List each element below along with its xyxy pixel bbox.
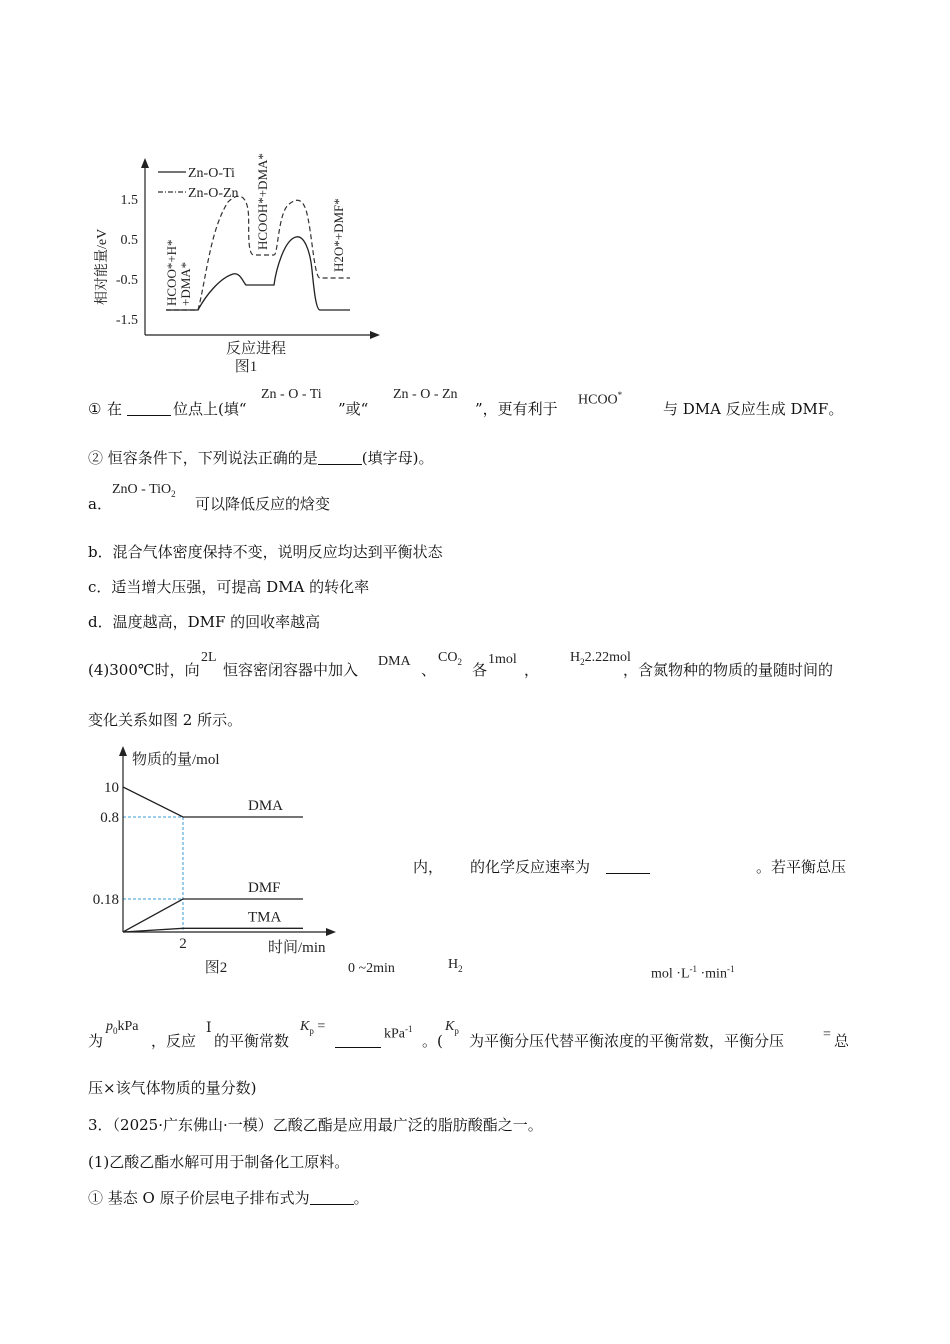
fig1-legend-zn-o-ti: Zn-O-Ti [188,166,235,181]
figure-2-amount-vs-time [88,740,348,980]
fig2-marks [93,780,303,952]
option-c: c．适当增大压强，可提高 DMA 的转化率 [88,578,370,596]
q4c-text-3: 。( [422,1032,443,1050]
q4c-formula-kp2: $K_p$ [445,1019,459,1036]
fig1-legend-zn-o-zn: Zn-O-Zn [188,186,239,201]
q2-stem-tail: (填字母)。 [361,449,434,467]
fig2-xtick-0: 2 [179,936,187,952]
fig1-xlabel: 反应进程 [225,341,287,357]
fig1-ytick-1: 0.5 [120,233,138,248]
q1-text-4: ”，更有利于 [475,400,558,418]
q1-text-5: 与 DMA 反应生成 DMF。 [663,400,844,418]
q4b-formula-unit: mol $\cdot L^{-1} \cdot\min^{-1}$ [651,964,735,982]
fig2-series-label-dma: DMA [248,798,284,814]
q1-text-2: 位点上(填“ [173,400,247,418]
question-3-sub-1: (1)乙酸乙酯水解可用于制备化工原料。 [88,1153,350,1171]
q1-answer-blank[interactable] [127,401,171,416]
question-3-sub-2 [88,1188,369,1208]
q4c-formula-unit: kPa$^{-1}$ [384,1024,413,1042]
fig2-caption: 图2 [204,960,228,976]
fig2-xlabel: 时间/min [268,940,326,956]
question-4-kp-line [88,1015,868,1057]
fig1-ytick-0: 1.5 [120,193,138,208]
fig2-series-label-dmf: DMF [248,880,281,896]
option-a-formula: ZnO - TiO$_2$ [112,482,176,499]
fig1-annot-dma: +DMA* [178,261,193,306]
figure-1-energy-profile [88,120,388,375]
q4b-nei: 内， [413,858,444,876]
q4c-text-4: 为平衡分压代替平衡浓度的平衡常数，平衡分压 [469,1032,785,1050]
question-4-rate-line [340,855,880,982]
option-a-text: 可以降低反应的焓变 [195,495,331,513]
q4b-formula-h2: $H_2$ [448,957,463,974]
fig2-x-arrow [326,928,336,936]
q3-answer-blank[interactable] [310,1190,354,1205]
q4-formula-dma: DMA [378,654,411,669]
q4c-formula-roman: Ⅰ [206,1021,212,1036]
q3-sub2-tail: 。 [353,1189,369,1207]
q2-answer-blank[interactable] [318,450,362,465]
fig1-annot-hcooh-dma: HCOOH*+DMA* [255,153,270,250]
fig2-ytick-0: 10 [104,780,119,796]
fig1-annot-hcoo-h: HCOO*+H* [164,239,179,306]
fig1-ylabel: 相对能量/eV [95,228,110,305]
q4-text-4: 各 [472,661,488,679]
q1-formula-zn-o-zn: Zn - O - Zn [393,387,458,402]
fig1-annot-h2o-dmf: H2O*+DMF* [331,198,346,272]
fig1-ytick-2: -0.5 [115,273,138,288]
fig2-ytick-2: 0.18 [92,892,119,908]
q4c-wei: 为 [88,1032,104,1050]
q4c-formula-eq: = [823,1027,831,1042]
q1-formula-zn-o-ti: Zn - O - Ti [261,387,322,402]
q1-text-1: 在 [107,400,123,418]
fig2-y-arrow [119,746,127,756]
q4-formula-1mol: 1mol [488,652,517,667]
q4-text-6: ，含氮物种的物质的量随时间的 [623,661,834,679]
q4-text-3: 、 [421,661,437,679]
q3-sub2-text: ① 基态 O 原子价层电子排布式为 [88,1189,310,1207]
q4b-formula-time: 0 ~2min [348,961,395,976]
q4c-formula-p0: $p_0kPa$ [106,1019,139,1036]
q4c-text-1: ，反应 [151,1032,197,1050]
q2-stem-text: ② 恒容条件下，下列说法正确的是 [88,449,318,467]
q4-text-2: 恒容密闭容器中加入 [223,661,359,679]
q4-formula-co2: $CO_2$ [438,650,462,667]
fig1-ytick-3: -1.5 [115,313,138,328]
question-4-line-1 [88,646,868,686]
fig1-y-arrow [141,158,149,168]
q4c-text-5: 总 [834,1032,850,1050]
q4b-tail: 。若平衡总压 [756,858,847,876]
q4c-formula-kp: $K_p$ = [300,1019,326,1036]
fig2-series-label-tma: TMA [248,909,282,926]
q4c-text-2: 的平衡常数 [214,1032,290,1050]
q1-text-3: ”或“ [338,400,369,418]
q4-formula-h2: $H_22.22mol$ [570,650,631,667]
option-a [88,478,488,518]
fig2-ylabel: 物质的量/mol [132,752,220,768]
q4c-kp-blank[interactable] [335,1033,381,1048]
question-4-line-2: 变化关系如图 2 所示。 [88,711,243,729]
option-a-label: a． [88,495,112,513]
q1-marker: ① [88,400,102,418]
q4-text-1: (4)300℃时，向 [88,661,200,679]
option-b: b．混合气体密度保持不变，说明反应均达到平衡状态 [88,543,443,561]
q4-text-5: ， [524,661,540,679]
fig1-x-arrow [370,331,380,339]
question-3-title: 3．（2025·广东佛山·一模）乙酸乙酯是应用最广泛的脂肪酸酯之一。 [88,1116,543,1134]
q4b-rate-blank[interactable] [606,859,650,874]
q4-formula-2l: 2L [201,650,217,665]
option-d: d．温度越高，DMF 的回收率越高 [88,613,321,631]
fig2-ytick-1: 0.8 [100,810,119,826]
q1-formula-hcoo: HCOO* [578,390,623,408]
question-2-stem [88,448,434,468]
fig1-caption: 图1 [234,359,258,375]
question-4-kp-line-2: 压×该气体物质的量分数) [88,1079,257,1097]
q4b-de: 的化学反应速率为 [470,858,591,876]
